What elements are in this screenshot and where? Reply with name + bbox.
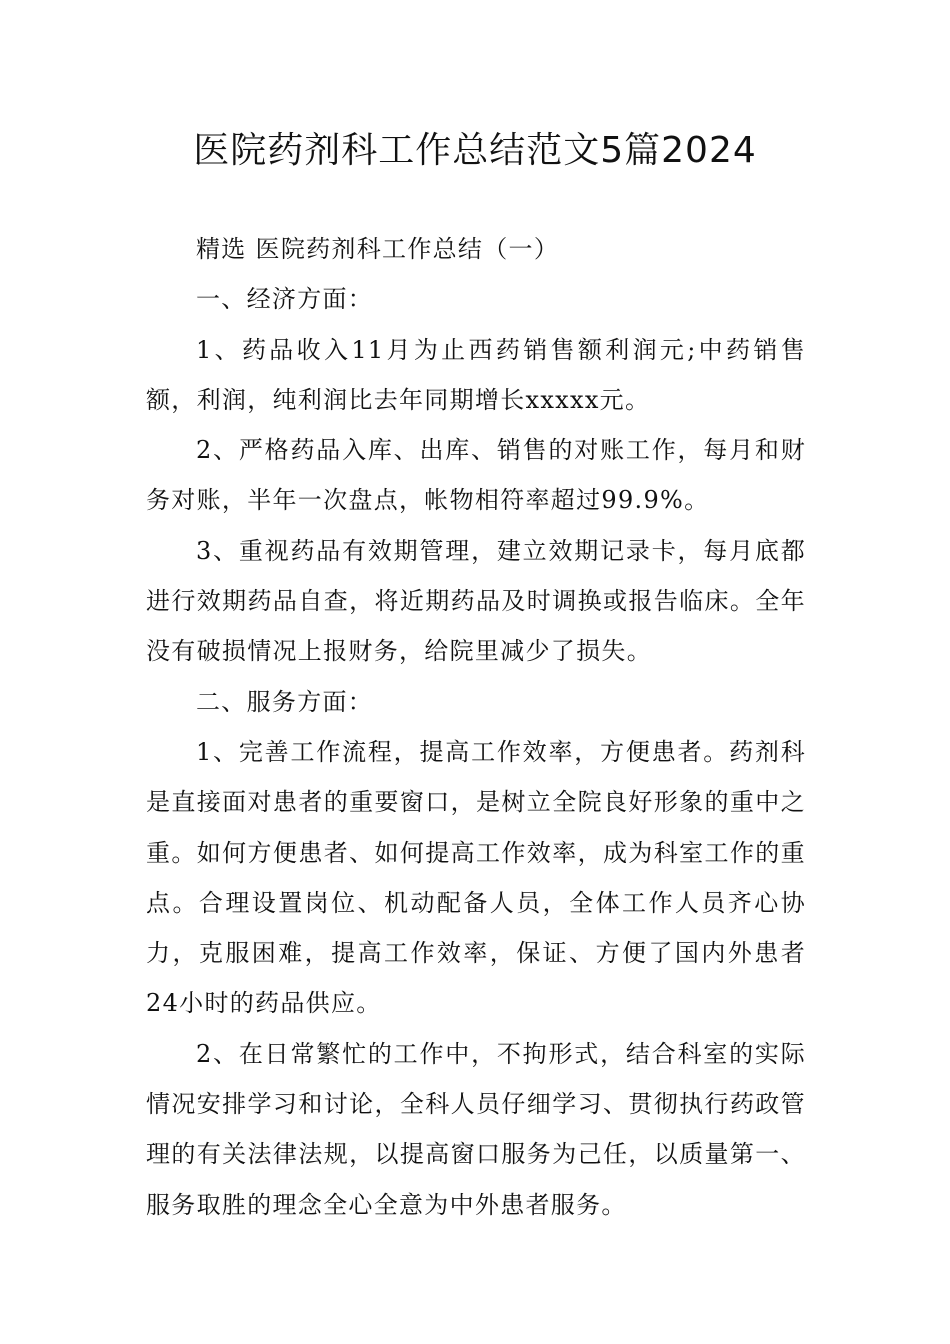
paragraph-economy-3: 3、重视药品有效期管理，建立效期记录卡，每月底都进行效期药品自查，将近期药品及时调换或报告临床。全年没有破损情况上报财务，给院里减少了损失。	[146, 536, 806, 666]
paragraph-economy-1: 1、药品收入11月为止西药销售额利润元;中药销售额，利润，纯利润比去年同期增长xxxxx元。	[146, 335, 806, 414]
paragraph-economy-2: 2、严格药品入库、出库、销售的对账工作，每月和财务对账，半年一次盘点，帐物相符率超过99.9%。	[146, 436, 806, 515]
document-body	[146, 224, 806, 1230]
section-heading-economy: 一、经济方面：	[196, 285, 374, 314]
section-heading-service: 二、服务方面：	[196, 687, 374, 716]
paragraph-service-1: 1、完善工作流程，提高工作效率，方便患者。药剂科是直接面对患者的重要窗口，是树立全院良好形象的重中之重。如何方便患者、如何提高工作效率，成为科室工作的重点。合理设置岗位、机动配备人员，全体工作人员齐心协力，克服困难，提高工作效率，保证、方便了国内外患者24小时的药品供应。	[146, 737, 806, 1018]
paragraph-service-2: 2、在日常繁忙的工作中，不拘形式，结合科室的实际情况安排学习和讨论，全科人员仔细学习、贯彻执行药政管理的有关法律法规，以提高窗口服务为己任，以质量第一、服务取胜的理念全心全意为中外患者服务。	[146, 1039, 806, 1219]
section-heading-selected: 精选 医院药剂科工作总结（一）	[196, 235, 560, 263]
document-title: 医院药剂科工作总结范文5篇2024	[193, 130, 757, 171]
